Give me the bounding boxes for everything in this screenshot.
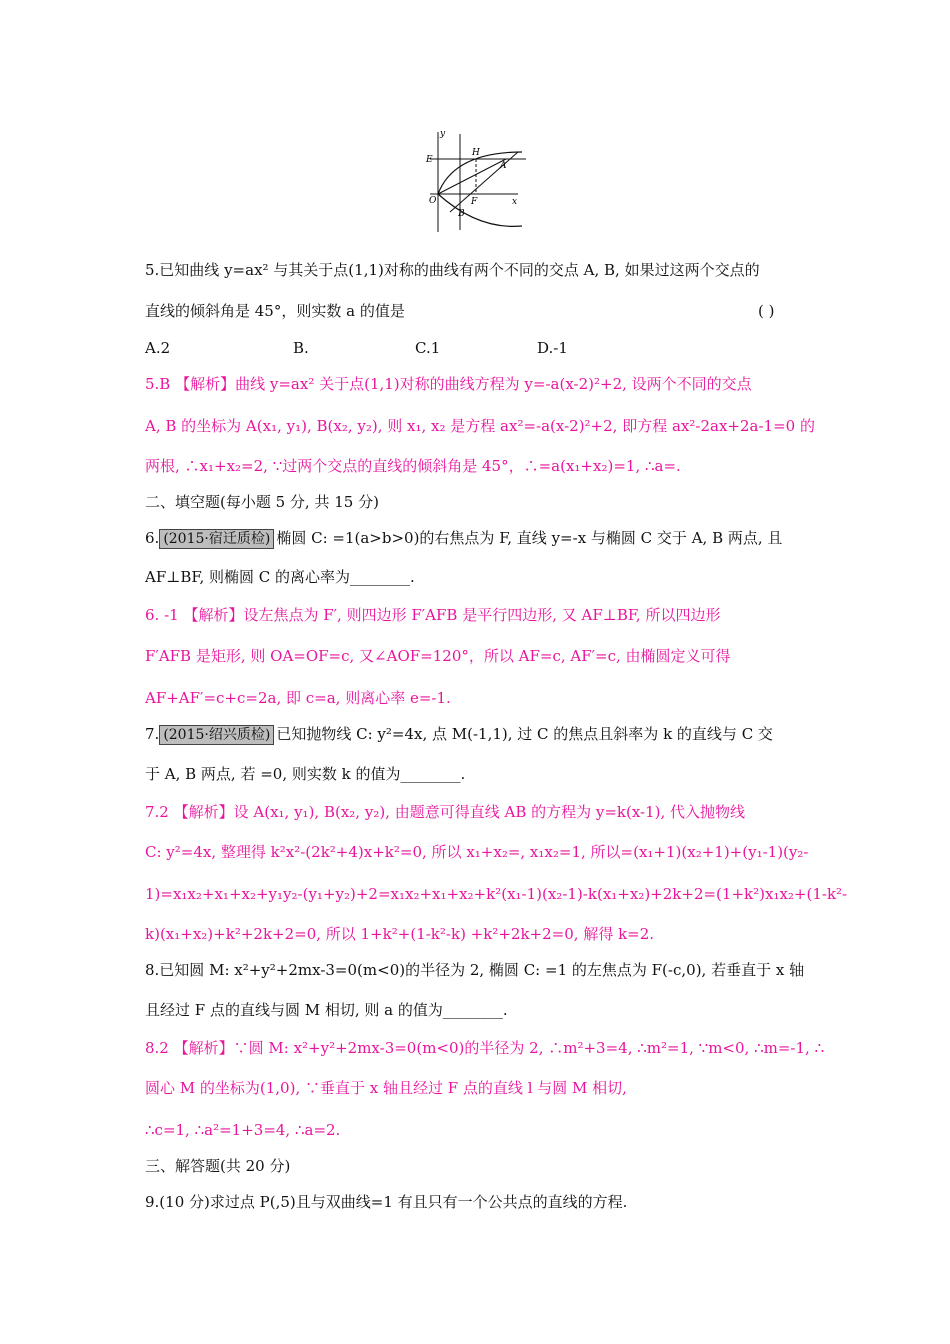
source-tag: (2015·宿迁质检) xyxy=(159,529,274,549)
question-6-line-2: AF⊥BF, 则椭圆 C 的离心率为________. xyxy=(145,568,415,586)
label-A: A xyxy=(500,161,507,171)
answer-5-line-3: 两根, ∴x₁+x₂=2, ∵过两个交点的直线的倾斜角是 45°，∴=a(x₁+x₂)=1, ∴a=. xyxy=(145,457,681,475)
label-O: O xyxy=(429,196,437,206)
option-a: A.2 xyxy=(145,339,171,357)
answer-5-line-2: A, B 的坐标为 A(x₁, y₁), B(x₂, y₂), 则 x₁, x₂ 是方程 ax²=-a(x-2)²+2, 即方程 ax²-2ax+2a-1=0 的 xyxy=(145,417,815,435)
label-H: H xyxy=(472,148,480,158)
question-8-line-2: 且经过 F 点的直线与圆 M 相切, 则 a 的值为________. xyxy=(145,1001,508,1019)
section-fill-in-heading: 二、填空题(每小题 5 分, 共 15 分) xyxy=(145,493,379,511)
question-7-text: 已知抛物线 C: y²=4x, 点 M(-1,1), 过 C 的焦点且斜率为 k 的直线与 C 交 xyxy=(276,725,773,743)
question-6-text: 椭圆 C: =1(a>b>0)的右焦点为 F, 直线 y=-x 与椭圆 C 交于 A, B 两点, 且 xyxy=(276,529,783,547)
answer-8-line-2: 圆心 M 的坐标为(1,0), ∵垂直于 x 轴且经过 F 点的直线 l 与圆 M 相切, xyxy=(145,1079,627,1097)
parabola-figure xyxy=(418,122,538,234)
question-6-line-1 xyxy=(145,528,782,549)
parabola-curve-lower xyxy=(438,194,522,226)
answer-7-line-3: 1)=x₁x₂+x₁+x₂+y₁y₂-(y₁+y₂)+2=x₁x₂+x₁+x₂+k²(x₁-1)(x₂-1)-k(x₁+x₂)+2k+2=(1+k²)x₁x₂+(1-k²- xyxy=(145,885,848,903)
option-c: C.1 xyxy=(415,339,441,357)
label-F: F xyxy=(471,197,478,207)
label-E: E xyxy=(426,155,433,165)
answer-6-line-1: 6. -1 【解析】设左焦点为 F′, 则四边形 F′AFB 是平行四边形, 又 AF⊥BF, 所以四边形 xyxy=(145,606,721,624)
question-7-line-1 xyxy=(145,724,773,745)
option-b: B. xyxy=(293,339,309,357)
answer-5-line-1: 5.B 【解析】曲线 y=ax² 关于点(1,1)对称的曲线方程为 y=-a(x-2)²+2, 设两个不同的交点 xyxy=(145,375,752,393)
answer-7-line-4: k)(x₁+x₂)+k²+2k+2=0, 所以 1+k²+(1-k²-k) +k²+2k+2=0, 解得 k=2. xyxy=(145,925,655,943)
answer-7-line-1: 7.2 【解析】设 A(x₁, y₁), B(x₂, y₂), 由题意可得直线 AB 的方程为 y=k(x-1), 代入抛物线 xyxy=(145,803,746,821)
answer-6-line-3: AF+AF′=c+c=2a, 即 c=a, 则离心率 e=-1. xyxy=(145,689,451,707)
question-6-number: 6. xyxy=(145,529,160,547)
answer-blank-paren: ( ) xyxy=(758,302,775,320)
label-x: x xyxy=(512,197,518,207)
question-5-line-2: 直线的倾斜角是 45°，则实数 a 的值是 xyxy=(145,302,405,320)
option-d: D.-1 xyxy=(537,339,568,357)
source-tag: (2015·绍兴质检) xyxy=(159,725,274,745)
label-y: y xyxy=(440,129,446,139)
answer-6-line-2: F′AFB 是矩形, 则 OA=OF=c, 又∠AOF=120°，所以 AF=c, AF′=c, 由椭圆定义可得 xyxy=(145,647,731,665)
answer-8-line-3: ∴c=1, ∴a²=1+3=4, ∴a=2. xyxy=(145,1121,341,1139)
answer-8-line-1: 8.2 【解析】∵圆 M: x²+y²+2mx-3=0(m<0)的半径为 2, ∴m²+3=4, ∴m²=1, ∵m<0, ∴m=-1, ∴ xyxy=(145,1039,825,1057)
section-solution-heading: 三、解答题(共 20 分) xyxy=(145,1157,291,1175)
question-7-line-2: 于 A, B 两点, 若 =0, 则实数 k 的值为________. xyxy=(145,765,466,783)
answer-7-line-2: C: y²=4x, 整理得 k²x²-(2k²+4)x+k²=0, 所以 x₁+x₂=, x₁x₂=1, 所以=(x₁+1)(x₂+1)+(y₁-1)(y₂- xyxy=(145,843,809,861)
question-7-number: 7. xyxy=(145,725,160,743)
label-B: B xyxy=(458,209,465,219)
question-8-line-1: 8.已知圆 M: x²+y²+2mx-3=0(m<0)的半径为 2, 椭圆 C: =1 的左焦点为 F(-c,0), 若垂直于 x 轴 xyxy=(145,961,805,979)
question-5-line-1: 5.已知曲线 y=ax² 与其关于点(1,1)对称的曲线有两个不同的交点 A, B, 如果过这两个交点的 xyxy=(145,261,760,279)
question-9: 9.(10 分)求过点 P(,5)且与双曲线=1 有且只有一个公共点的直线的方程. xyxy=(145,1193,628,1211)
